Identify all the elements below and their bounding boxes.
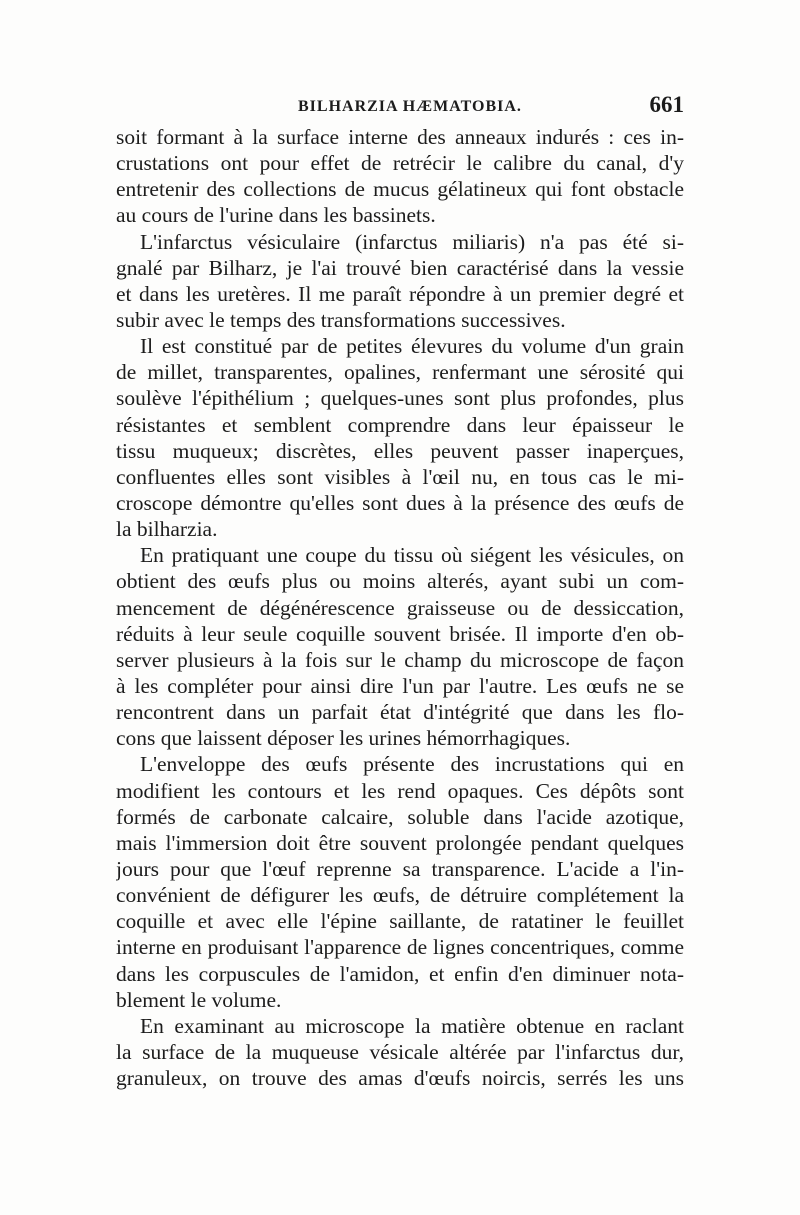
text-line: et dans les uretères. Il me paraît répondre à un premier degré et: [116, 281, 684, 306]
text-line: convénient de défigurer les œufs, de détruire complétement la: [116, 883, 684, 908]
text-line: subir avec le temps des transformations successives.: [116, 307, 566, 332]
text-line: cons que laissent déposer les urines hémorrhagiques.: [116, 726, 571, 751]
text-line: la surface de la muqueuse vésicale altérée par l'infarctus dur,: [116, 1039, 684, 1064]
text-line: coquille et avec elle l'épine saillante, de ratatiner le feuillet: [116, 909, 684, 934]
text-line: obtient des œufs plus ou moins alterés, ayant subi un com-: [116, 569, 684, 594]
text-line: En pratiquant une coupe du tissu où siégent les vésicules, on: [140, 543, 684, 568]
text-line: confluentes elles sont visibles à l'œil nu, en tous cas le mi-: [116, 464, 684, 489]
text-line: jours pour que l'œuf reprenne sa transparence. L'acide a l'in-: [116, 856, 684, 881]
text-line: gnalé par Bilharz, je l'ai trouvé bien caractérisé dans la vessie: [116, 255, 684, 280]
text-line: L'infarctus vésiculaire (infarctus miliaris) n'a pas été si-: [140, 229, 684, 254]
text-line: crustations ont pour effet de retrécir le calibre du canal, d'y: [116, 151, 684, 176]
text-line: server plusieurs à la fois sur le champ du microscope de façon: [116, 647, 684, 672]
text-line: tissu muqueux; discrètes, elles peuvent passer inaperçues,: [116, 438, 684, 463]
text-line: croscope démontre qu'elles sont dues à la présence des œufs de: [116, 490, 684, 515]
text-line: rencontrent dans un parfait état d'intégrité que dans les flo-: [116, 700, 684, 725]
page-header: [116, 92, 684, 122]
text-line: au cours de l'urine dans les bassinets.: [116, 203, 436, 228]
text-line: Il est constitué par de petites élevures du volume d'un grain: [140, 334, 684, 359]
text-line: modifient les contours et les rend opaques. Ces dépôts sont: [116, 778, 684, 803]
text-line: de millet, transparentes, opalines, renfermant une sérosité qui: [116, 360, 684, 385]
text-line: formés de carbonate calcaire, soluble dans l'acide azotique,: [116, 804, 684, 829]
text-line: mais l'immersion doit être souvent prolongée pendant quelques: [116, 830, 684, 855]
text-line: blement le volume.: [116, 987, 282, 1012]
text-line: granuleux, on trouve des amas d'œufs noircis, serrés les uns: [116, 1066, 684, 1091]
text-line: résistantes et semblent comprendre dans leur épaisseur le: [116, 412, 684, 437]
text-line: réduits à leur seule coquille souvent brisée. Il importe d'en ob-: [116, 621, 684, 646]
text-line: interne en produisant l'apparence de lignes concentriques, comme: [116, 935, 684, 960]
text-line: L'enveloppe des œufs présente des incrustations qui en: [140, 752, 684, 777]
page-number: 661: [649, 92, 684, 117]
text-line: la bilharzia.: [116, 517, 218, 542]
text-line: à les compléter pour ainsi dire l'un par l'autre. Les œufs ne se: [116, 673, 684, 698]
text-line: soulève l'épithélium ; quelques-unes sont plus profondes, plus: [116, 386, 684, 411]
body-text: [116, 124, 684, 1091]
text-line: entretenir des collections de mucus gélatineux qui font obstacle: [116, 177, 684, 202]
text-line: dans les corpuscules de l'amidon, et enfin d'en diminuer nota-: [116, 961, 684, 986]
text-line: soit formant à la surface interne des anneaux indurés : ces in-: [116, 125, 684, 149]
text-line: En examinant au microscope la matière obtenue en raclant: [140, 1013, 684, 1038]
running-title: BILHARZIA HÆMATOBIA.: [298, 98, 522, 115]
text-line: mencement de dégénérescence graisseuse ou de dessiccation,: [116, 595, 684, 620]
